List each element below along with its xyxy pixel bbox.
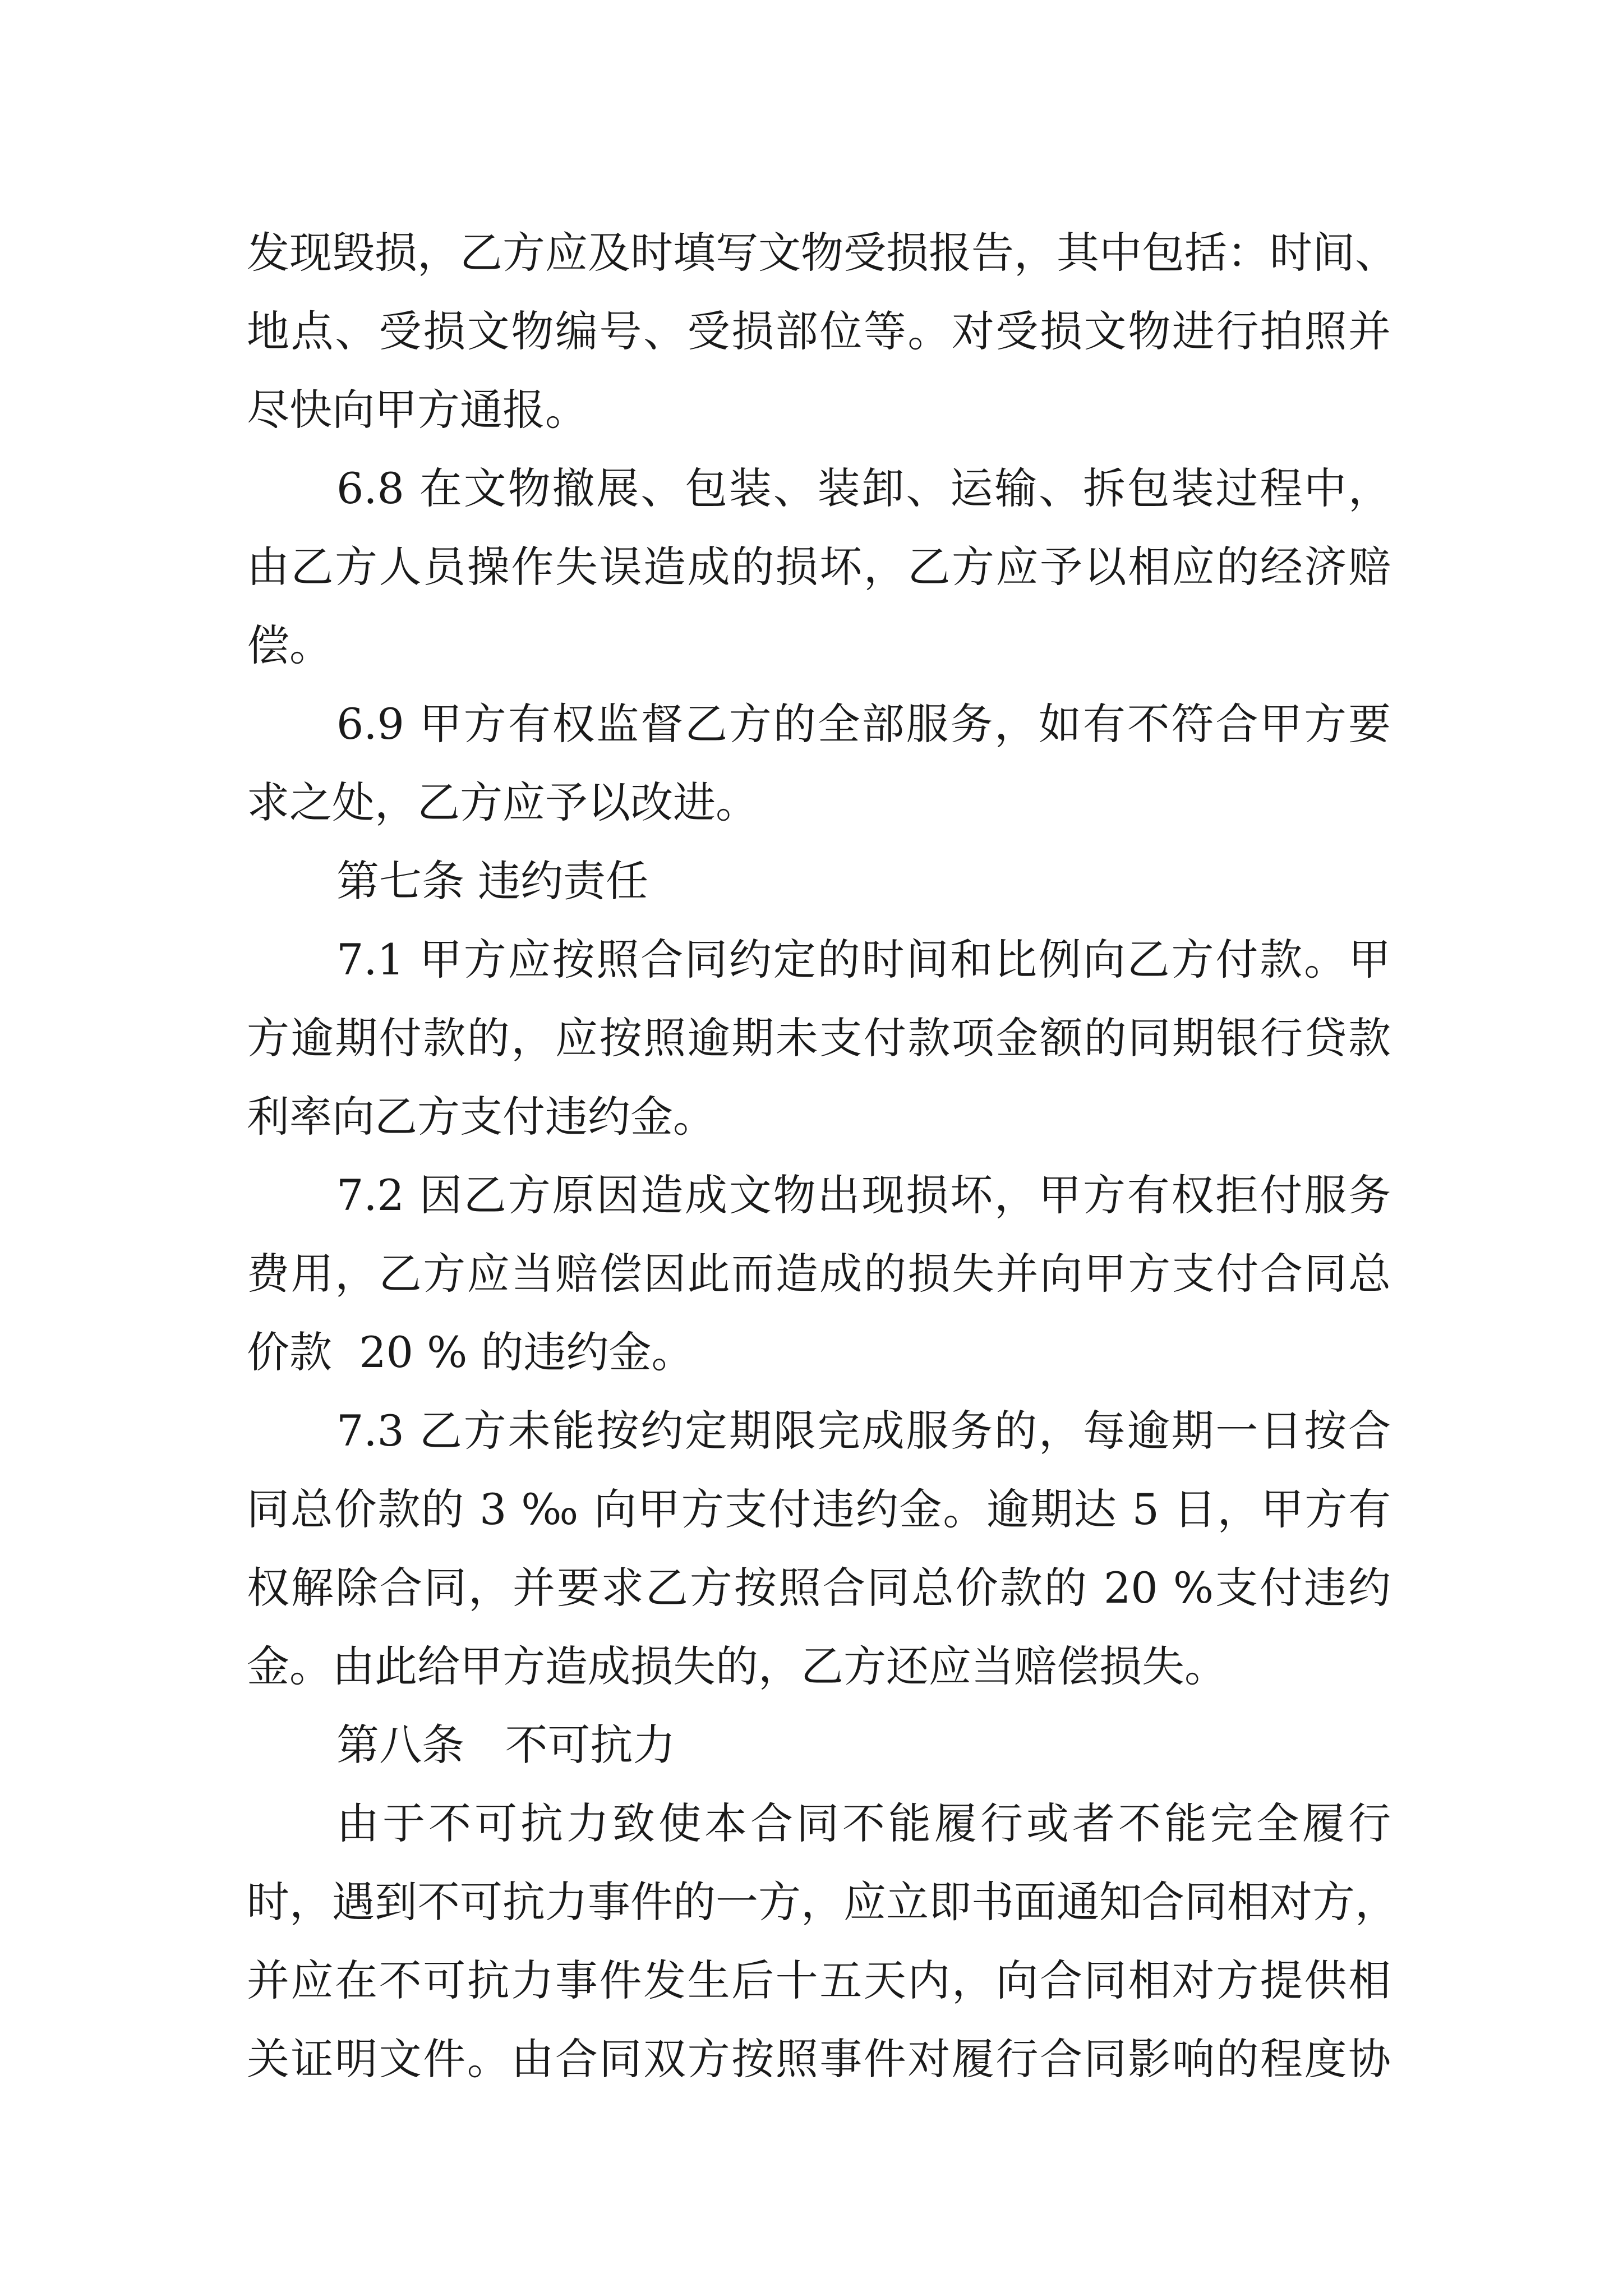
clause-6-9-line: 6.9 甲方有权监督乙方的全部服务，如有不符合甲方要: [336, 699, 1391, 749]
text-line: 时，遇到不可抗力事件的一方，应立即书面通知合同相对方，: [247, 1877, 1398, 1927]
text-line: 利率向乙方支付违约金。: [247, 1092, 716, 1142]
clause-7-2-line: 7.2 因乙方原因造成文物出现损坏，甲方有权拒付服务: [336, 1170, 1391, 1220]
text-line: 求之处，乙方应予以改进。: [247, 777, 758, 827]
article-7-heading: 第七条 违约责任: [336, 856, 649, 906]
text-line: 权解除合同，并要求乙方按照合同总价款的 20 %支付违约: [247, 1563, 1391, 1613]
text-line: 方逾期付款的，应按照逾期未支付款项金额的同期银行贷款: [247, 1013, 1391, 1063]
text-line: 偿。: [247, 620, 332, 670]
text-line: 金。由此给甲方造成损失的，乙方还应当赔偿损失。: [247, 1641, 1227, 1691]
clause-6-8-line: 6.8 在文物撤展、包装、装卸、运输、拆包装过程中，: [336, 463, 1391, 513]
text-line: 由乙方人员操作失误造成的损坏，乙方应予以相应的经济赔: [247, 542, 1391, 592]
clause-7-1-line: 7.1 甲方应按照合同约定的时间和比例向乙方付款。甲: [336, 935, 1391, 984]
text-line: 尽快向甲方通报。: [247, 385, 588, 435]
text-line: 并应在不可抗力事件发生后十五天内，向合同相对方提供相: [247, 1955, 1391, 2005]
text-line: 价款 20 % 的违约金。: [247, 1327, 694, 1377]
text-line: 关证明文件。由合同双方按照事件对履行合同影响的程度协: [247, 2034, 1391, 2084]
clause-7-3-line: 7.3 乙方未能按约定期限完成服务的，每逾期一日按合: [336, 1406, 1391, 1456]
text-line: 同总价款的 3 ‰ 向甲方支付违约金。逾期达 5 日，甲方有: [247, 1484, 1391, 1534]
text-line: 地点、受损文物编号、受损部位等。对受损文物进行拍照并: [247, 306, 1391, 356]
article-8-heading: 第八条 不可抗力: [336, 1720, 676, 1770]
text-line: 发现毁损，乙方应及时填写文物受损报告，其中包括：时间、: [247, 228, 1398, 278]
article-8-paragraph-line: 由于不可抗力致使本合同不能履行或者不能完全履行: [336, 1798, 1391, 1848]
text-line: 费用，乙方应当赔偿因此而造成的损失并向甲方支付合同总: [247, 1249, 1391, 1299]
